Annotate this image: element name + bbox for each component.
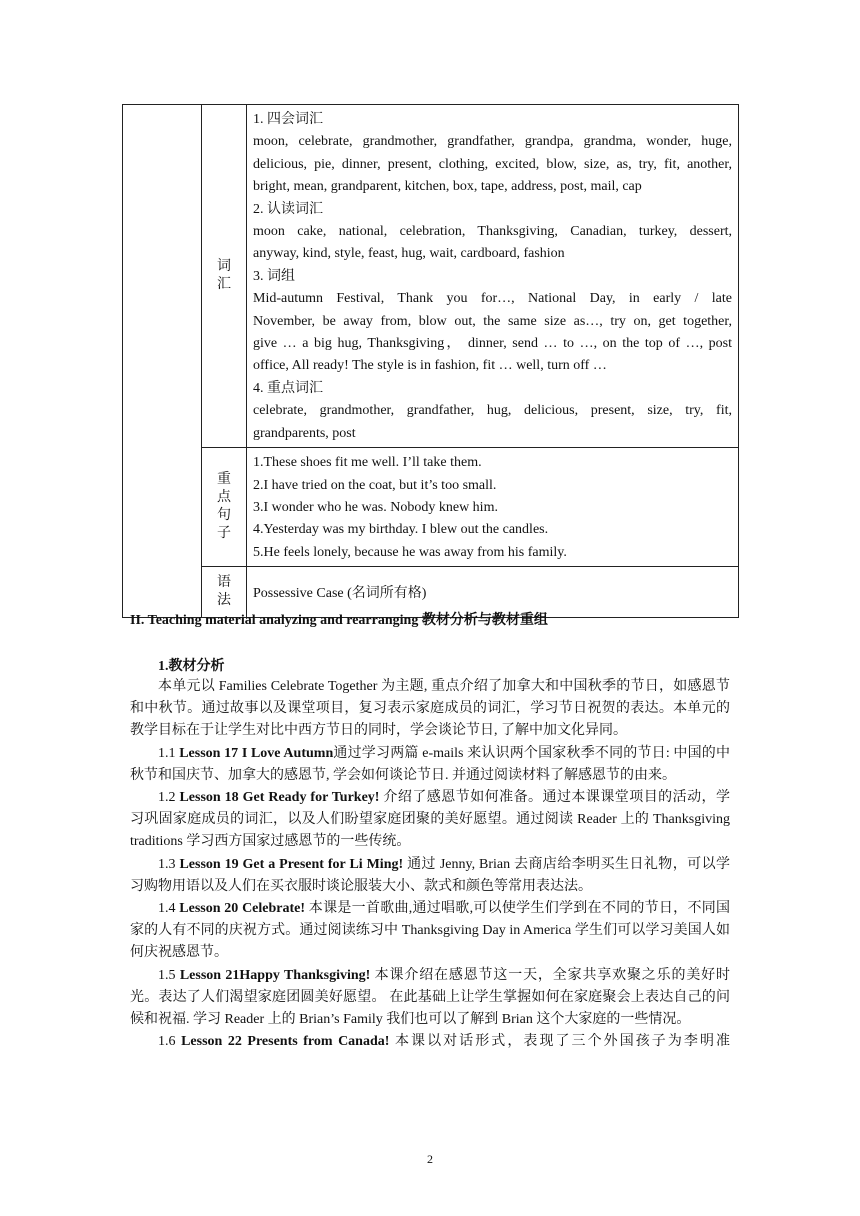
key-words-line: celebrate, grandmother, grandfather, hug, delicious, present, size, try, fit, — [253, 403, 732, 419]
lesson-number: 1.5 — [158, 967, 180, 983]
sub-heading: 1.教材分析 — [158, 659, 225, 674]
phrase-line: give … a big hug, Thanksgiving， dinner, send … to …, on the top of …, post — [253, 336, 732, 352]
recognize-heading: 2. 认读词汇 — [253, 201, 323, 217]
vocab-label-cell — [202, 105, 247, 448]
sentences-row — [123, 448, 739, 567]
vocab-row — [123, 105, 739, 448]
key-sentence: 3.I wonder who he was. Nobody knew him. — [253, 499, 498, 515]
intro-paragraph: 本单元以 Families Celebrate Together 为主题, 重点介绍了加拿大和中国秋季的节日，如感恩节和中秋节。通过故事以及课堂项目，复习表示家庭成员的词汇，学习节日祝贺的表达。本单元的教学目标在于让学生对比中西方节日的同时，学会谈论节日, 了解中加文化异同。 — [130, 679, 730, 739]
four-skill-heading: 1. 四会词汇 — [253, 112, 323, 127]
four-skill-line: moon, celebrate, grandmother, grandfather, grandpa, grandma, wonder, huge, — [253, 134, 732, 150]
lesson-paragraph — [130, 787, 730, 854]
sentences-label: 重点句子 — [217, 472, 231, 542]
phrase-heading: 3. 词组 — [253, 268, 295, 284]
four-skill-line: delicious, pie, dinner, present, clothing, excited, blow, size, as, try, fit, another, — [253, 156, 732, 172]
vocab-content-cell — [247, 105, 739, 448]
lesson-title: Lesson 19 Get a Present for Li Ming! — [179, 856, 404, 872]
lesson-title: Lesson 21Happy Thanksgiving! — [179, 967, 371, 983]
analysis-body — [130, 676, 730, 1053]
lesson-text: 本课以对话形式，表现了三个外国孩子为李明准 — [389, 1034, 731, 1050]
lesson-number: 1.4 — [158, 901, 180, 917]
key-sentence: 1.These shoes fit me well. I’ll take them. — [253, 455, 482, 471]
section-heading: II. Teaching material analyzing and rearranging 教材分析与教材重组 — [130, 613, 548, 628]
vocabulary-table — [122, 104, 739, 618]
lesson-paragraph — [130, 1031, 730, 1053]
lesson-title: Lesson 22 Presents from Canada! — [181, 1034, 390, 1050]
grammar-text: Possessive Case (名词所有格) — [253, 586, 427, 602]
recognize-line: anyway, kind, style, feast, hug, wait, cardboard, fashion — [253, 246, 565, 262]
key-sentence: 2.I have tried on the coat, but it’s too small. — [253, 477, 497, 493]
lesson-number: 1.3 — [158, 856, 180, 872]
four-skill-line: bright, mean, grandparent, kitchen, box, tape, address, post, mail, cap — [253, 179, 642, 195]
lesson-text: 本课介绍在感恩节这一天，全家共享欢聚之乐的美好时光。表达了人们渴望家庭团圆美好愿望。 在此基础上让学生掌握如何在家庭聚会上表达自己的问候和祝福. 学习 Reader 上的 Brian’s Family 我们也可以了解到 Brian 这个大家庭的一些情况。 — [130, 967, 730, 1028]
key-words-line: grandparents, post — [253, 425, 356, 441]
lesson-text: 介绍了感恩节如何准备。通过本课课堂项目的活动，学习巩固家庭成员的词汇，以及人们盼望家庭团聚的美好愿望。通过阅读 Reader 上的 Thanksgiving traditions 学习西方国家过感恩节的一些传统。 — [130, 790, 731, 850]
empty-left-cell — [123, 105, 202, 618]
lesson-number: 1.1 — [158, 745, 180, 761]
lesson-paragraph — [130, 965, 730, 1032]
lesson-number: 1.2 — [158, 790, 180, 806]
phrase-line: November, be away from, blow out, the same size as…, try on, get together, — [253, 313, 732, 329]
grammar-label: 语法 — [217, 575, 231, 609]
lesson-text: 本课是一首歌曲,通过唱歌,可以使学生们学到在不同的节日，不同国家的人有不同的庆祝方式。通过阅读练习中 Thanksgiving Day in America 学生们可以学习美国人如何庆祝感恩节。 — [130, 901, 731, 961]
lesson-paragraph — [130, 898, 730, 965]
sentences-content-cell — [247, 448, 739, 567]
phrase-line: office, All ready! The style is in fashion, fit … well, turn off … — [253, 358, 607, 374]
vocab-label: 词汇 — [217, 259, 231, 293]
key-words-heading: 4. 重点词汇 — [253, 380, 323, 396]
lesson-title: Lesson 17 I Love Autumn — [179, 745, 334, 761]
phrase-line: Mid-autumn Festival, Thank you for…, National Day, in early / late — [253, 291, 732, 307]
lesson-title: Lesson 18 Get Ready for Turkey! — [179, 790, 380, 806]
key-sentence: 5.He feels lonely, because he was away from his family. — [253, 544, 567, 560]
page-number: 2 — [427, 1152, 433, 1166]
lesson-number: 1.6 — [158, 1034, 182, 1050]
recognize-line: moon cake, national, celebration, Thanksgiving, Canadian, turkey, dessert, — [253, 224, 732, 240]
lesson-text: 通过 Jenny, Brian 去商店给李明买生日礼物，可以学习购物用语以及人们在买衣服时谈论服装大小、款式和颜色等常用表达法。 — [130, 856, 731, 894]
lesson-title: Lesson 20 Celebrate! — [179, 901, 306, 917]
key-sentence: 4.Yesterday was my birthday. I blew out the candles. — [253, 522, 549, 538]
lesson-paragraph — [130, 854, 730, 898]
sentences-label-cell — [202, 448, 247, 567]
lesson-paragraph — [130, 743, 730, 787]
lesson-text: 通过学习两篇 e-mails 来认识两个国家秋季不同的节日: 中国的中秋节和国庆节、加拿大的感恩节, 学会如何谈论节日. 并通过阅读材料了解感恩节的由来。 — [130, 745, 730, 783]
